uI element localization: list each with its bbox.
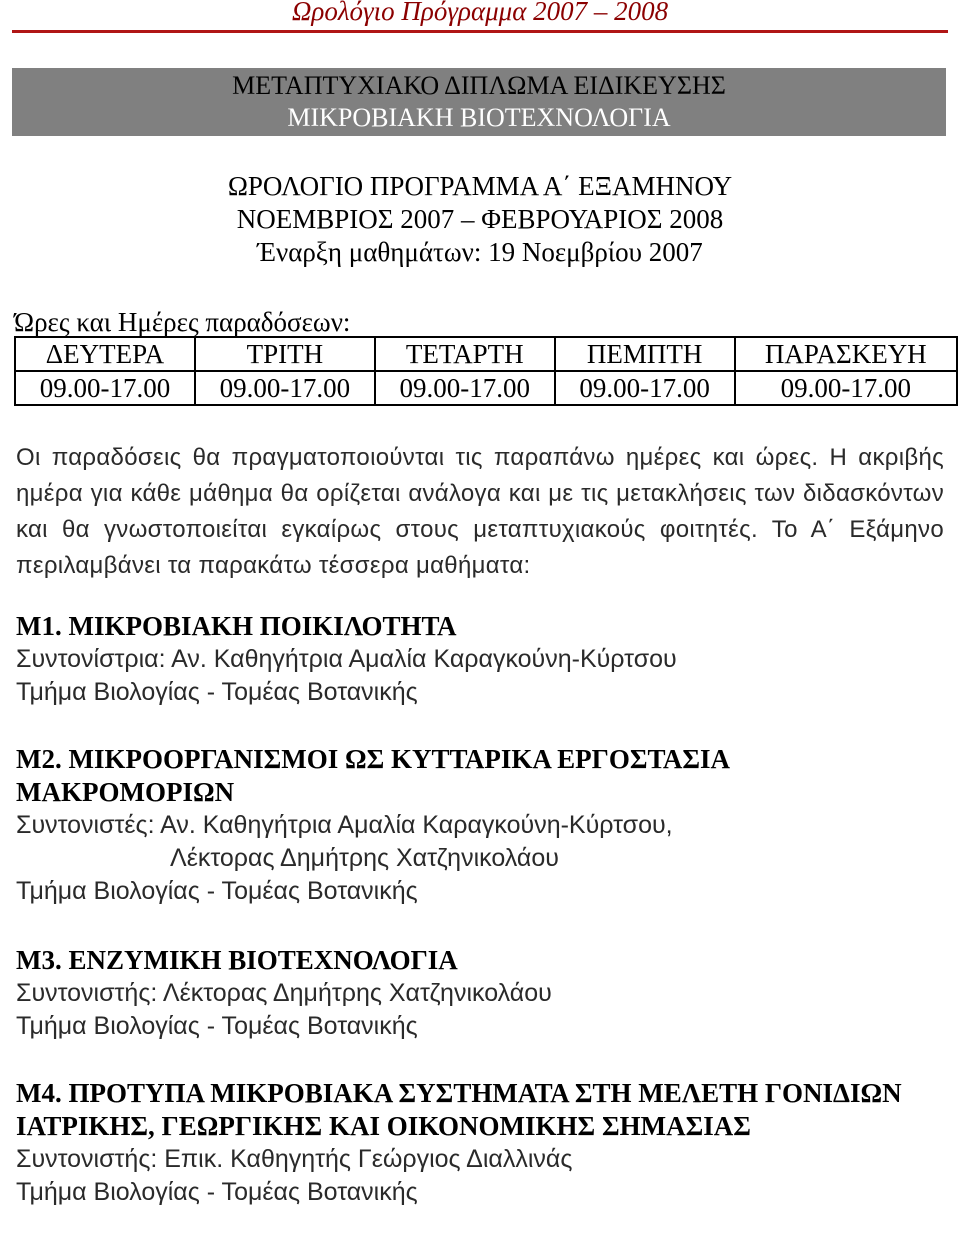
hours-cell: 09.00-17.00 bbox=[375, 371, 555, 405]
day-cell: ΔΕΥΤΕΡΑ bbox=[15, 337, 195, 371]
course-m4 bbox=[16, 1077, 946, 1209]
day-cell: ΤΡΙΤΗ bbox=[195, 337, 375, 371]
schedule-label: Ώρες και Ημέρες παραδόσεων: bbox=[14, 307, 351, 337]
course-coordinator: Συντονιστής: Επικ. Καθηγητής Γεώργιος Διαλλινάς bbox=[16, 1145, 573, 1173]
banner-line-1: ΜΕΤΑΠΤΥΧΙΑΚΟ ΔΙΠΛΩΜΑ ΕΙΔΙΚΕΥΣΗΣ bbox=[232, 71, 726, 100]
schedule-days-row bbox=[15, 337, 957, 371]
course-title: Μ4. ΠΡΟΤΥΠΑ ΜΙΚΡΟΒΙΑΚΑ ΣΥΣΤΗΜΑΤΑ ΣΤΗ ΜΕΛΕΤΗ ΓΟΝΙΔΙΩΝ ΙΑΤΡΙΚΗΣ, ΓΕΩΡΓΙΚΗΣ ΚΑΙ ΟΙΚΟΝΟΜΙΚΗΣ ΣΗΜΑΣΙΑΣ bbox=[16, 1078, 902, 1141]
course-department: Τμήμα Βιολογίας - Τομέας Βοτανικής bbox=[16, 1012, 418, 1040]
hours-cell: 09.00-17.00 bbox=[735, 371, 957, 405]
day-cell: ΠΑΡΑΣΚΕΥΗ bbox=[735, 337, 957, 371]
course-title: Μ3. ΕΝΖΥΜΙΚΗ ΒΙΟΤΕΧΝΟΛΟΓΙΑ bbox=[16, 945, 458, 975]
course-coordinator: Συντονιστές: Αν. Καθηγήτρια Αμαλία Καραγκούνη-Κύρτσου, bbox=[16, 811, 673, 839]
hours-cell: 09.00-17.00 bbox=[195, 371, 375, 405]
hours-cell: 09.00-17.00 bbox=[15, 371, 195, 405]
intro-paragraph: Οι παραδόσεις θα πραγματοποιούνται τις παραπάνω ημέρες και ώρες. Η ακριβής ημέρα για κάθε μάθημα θα ορίζεται ανάλογα και με τις μετακλήσεις των διδασκόντων και θα γνωστοποιείται εγκαίρως στους μεταπτυχιακούς φοιτητές. Το Α΄ Εξάμηνο περιλαμβάνει τα παρακάτω τέσσερα μαθήματα: bbox=[16, 444, 944, 579]
start-date-line: Έναρξη μαθημάτων: 19 Νοεμβρίου 2007 bbox=[257, 237, 703, 267]
banner-line-2: ΜΙΚΡΟΒΙΑΚΗ ΒΙΟΤΕΧΝΟΛΟΓΙΑ bbox=[287, 103, 671, 132]
course-title: Μ1. ΜΙΚΡΟΒΙΑΚΗ ΠΟΙΚΙΛΟΤΗΤΑ bbox=[16, 611, 457, 641]
course-department: Τμήμα Βιολογίας - Τομέας Βοτανικής bbox=[16, 1178, 418, 1206]
header-rule bbox=[12, 30, 948, 33]
course-department: Τμήμα Βιολογίας - Τομέας Βοτανικής bbox=[16, 877, 418, 905]
course-m3 bbox=[16, 944, 946, 1043]
hours-cell: 09.00-17.00 bbox=[555, 371, 735, 405]
day-cell: ΤΕΤΑΡΤΗ bbox=[375, 337, 555, 371]
course-department: Τμήμα Βιολογίας - Τομέας Βοτανικής bbox=[16, 678, 418, 706]
course-m2 bbox=[16, 743, 946, 908]
header-title: Ωρολόγιο Πρόγραμμα 2007 – 2008 bbox=[291, 0, 669, 26]
program-line-1: ΩΡΟΛΟΓΙΟ ΠΡΟΓΡΑΜΜΑ Α΄ ΕΞΑΜΗΝΟΥ bbox=[227, 171, 733, 201]
day-cell: ΠΕΜΠΤΗ bbox=[555, 337, 735, 371]
schedule-hours-row bbox=[15, 371, 957, 405]
course-coordinator: Συντονιστής: Λέκτορας Δημήτρης Χατζηνικολάου bbox=[16, 979, 552, 1007]
program-line-2: ΝΟΕΜΒΡΙΟΣ 2007 – ΦΕΒΡΟΥΑΡΙΟΣ 2008 bbox=[236, 204, 724, 234]
course-m1 bbox=[16, 610, 946, 709]
course-title: Μ2. ΜΙΚΡΟΟΡΓΑΝΙΣΜΟΙ ΩΣ ΚΥΤΤΑΡΙΚΑ ΕΡΓΟΣΤΑΣΙΑ ΜΑΚΡΟΜΟΡΙΩΝ bbox=[16, 744, 729, 807]
schedule-table bbox=[14, 336, 958, 406]
course-coordinator-2: Λέκτορας Δημήτρης Χατζηνικολάου bbox=[170, 844, 559, 872]
course-coordinator: Συντονίστρια: Αν. Καθηγήτρια Αμαλία Καραγκούνη-Κύρτσου bbox=[16, 645, 677, 673]
program-banner bbox=[12, 68, 946, 136]
